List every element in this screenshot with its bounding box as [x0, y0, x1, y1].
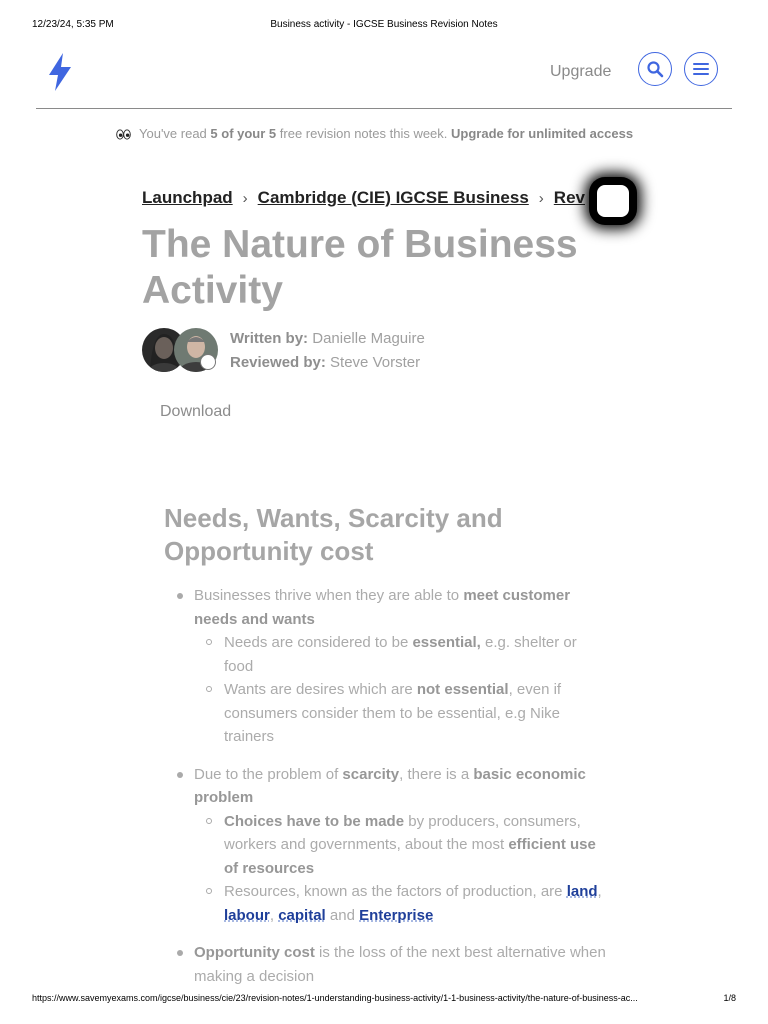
- keyword-land[interactable]: land: [566, 883, 598, 900]
- keyword-enterprise[interactable]: Enterprise: [359, 906, 434, 924]
- breadcrumb: [142, 188, 585, 208]
- print-url: https://www.savemyexams.com/igcse/business/cie/23/revision-notes/1-understanding-business-activity/1-1-business-activity/the-nature-of-business-ac...: [32, 993, 638, 1003]
- lightning-logo-icon[interactable]: [46, 52, 74, 92]
- eyes-icon: [116, 129, 131, 140]
- written-by: Written by: Danielle Maguire: [230, 330, 425, 347]
- section-content: [166, 584, 606, 1002]
- download-button[interactable]: Download: [160, 403, 232, 420]
- menu-button[interactable]: [684, 52, 718, 86]
- notice-count: 5 of your 5: [210, 126, 277, 141]
- list-item: Opportunity cost is the loss of the next best alternative when making a decision: [166, 941, 606, 988]
- free-notes-notice: [116, 126, 633, 141]
- list-item: Needs are considered to be essential, e.g. shelter or food: [194, 631, 606, 678]
- print-header: [0, 19, 768, 33]
- keyword-capital[interactable]: capital: [278, 906, 326, 924]
- section-heading: Needs, Wants, Scarcity and Opportunity cost: [164, 503, 503, 566]
- breadcrumb-course[interactable]: Cambridge (CIE) IGCSE Business: [257, 188, 529, 207]
- verified-badge-icon: [200, 354, 216, 370]
- print-page-number: 1/8: [723, 993, 736, 1003]
- chevron-right-icon: ›: [242, 190, 248, 207]
- print-title: Business activity - IGCSE Business Revision Notes: [270, 19, 498, 30]
- author-info: [142, 327, 542, 373]
- top-navigation: [36, 48, 732, 109]
- list-item: Choices have to be made by producers, consumers, workers and governments, about the most efficient use of resources: [194, 810, 606, 881]
- print-footer: [0, 993, 768, 1007]
- search-icon: [646, 60, 664, 78]
- page-title: The Nature of Business Activity: [142, 223, 578, 312]
- print-date: 12/23/24, 5:35 PM: [32, 19, 114, 30]
- cursor-overlay: [597, 185, 629, 217]
- list-item: Wants are desires which are not essential, even if consumers consider them to be essential, e.g Nike trainers: [194, 678, 606, 749]
- upgrade-unlimited-link[interactable]: Upgrade for unlimited access: [451, 126, 634, 141]
- list-item: Resources, known as the factors of production, are land, labour, capital and Enterprise: [194, 880, 606, 927]
- breadcrumb-revision-notes[interactable]: Rev: [553, 188, 585, 207]
- reviewed-by: Reviewed by: Steve Vorster: [230, 354, 421, 371]
- author-name[interactable]: Danielle Maguire: [312, 330, 425, 347]
- chevron-right-icon: ›: [538, 190, 544, 207]
- notice-middle: free revision notes this week.: [276, 126, 452, 141]
- menu-icon: [692, 62, 710, 76]
- search-button[interactable]: [638, 52, 672, 86]
- keyword-labour[interactable]: labour: [224, 906, 270, 924]
- breadcrumb-launchpad[interactable]: Launchpad: [142, 188, 233, 207]
- list-item: Businesses thrive when they are able to meet customer needs and wants Needs are considered to be essential, e.g. shelter or food Wants are desires which are not essential, even if consumers consider them to be essential, e.g Nike trainers: [166, 584, 606, 749]
- upgrade-link[interactable]: Upgrade: [550, 63, 612, 80]
- list-item: Due to the problem of scarcity, there is a basic economic problem Choices have to be made by producers, consumers, workers and governments, about the most efficient use of resources Resources, known as the factors of production, are land, labour, capital and Enterprise: [166, 763, 606, 928]
- reviewer-name[interactable]: Steve Vorster: [330, 354, 421, 371]
- notice-prefix: You've read: [139, 126, 211, 141]
